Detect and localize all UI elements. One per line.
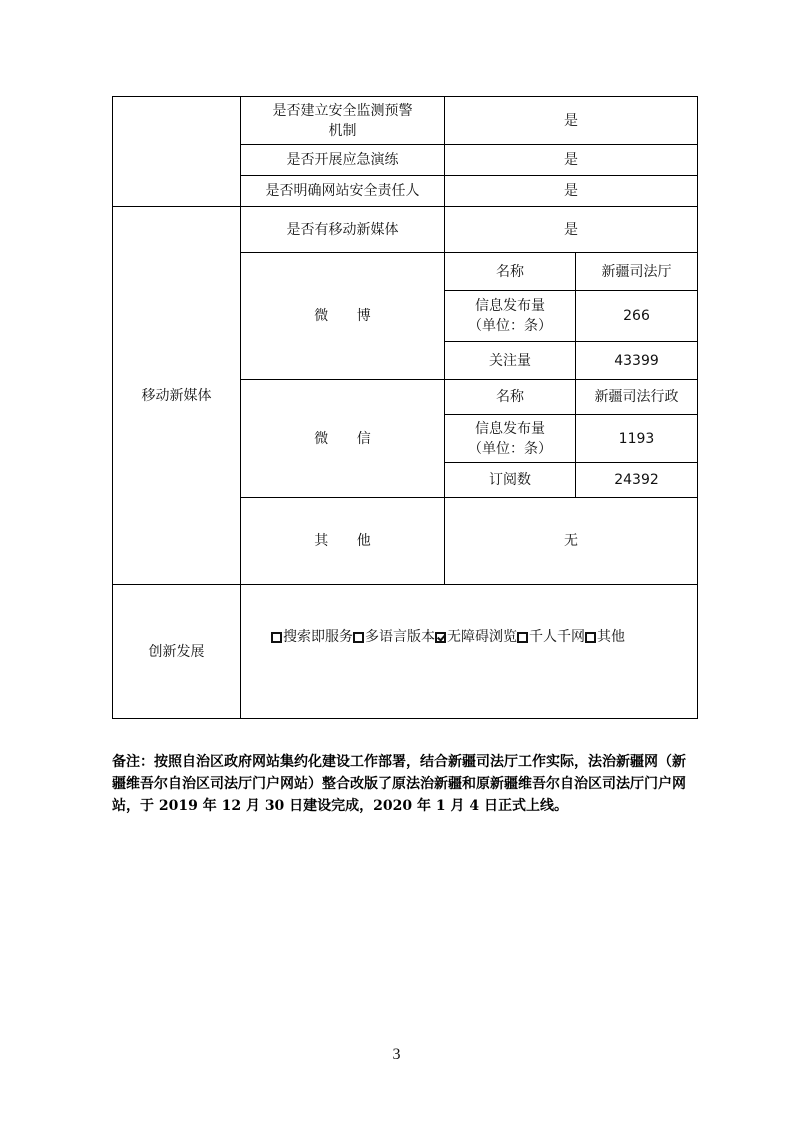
weibo-field-value: 43399	[576, 342, 698, 380]
weibo-field-label: 关注量	[445, 342, 576, 380]
weibo-field-label: 名称	[445, 253, 576, 291]
other-label: 其 他	[241, 498, 445, 585]
weibo-field-value: 新疆司法厅	[576, 253, 698, 291]
option-accessibility[interactable]: 无障碍浏览	[435, 629, 517, 645]
wechat-field-label: 名称	[445, 380, 576, 415]
weibo-label: 微 博	[241, 253, 445, 380]
section-cell-empty	[113, 97, 241, 207]
row-label: 是否明确网站安全责任人	[241, 176, 445, 207]
innovation-options-cell	[241, 585, 698, 719]
section-label-new-media: 移动新媒体	[113, 207, 241, 585]
row-value: 是	[445, 145, 698, 176]
weibo-field-value: 266	[576, 291, 698, 342]
row-label: 是否有移动新媒体	[241, 207, 445, 253]
row-value: 是	[445, 97, 698, 145]
table-row	[113, 207, 698, 253]
row-value: 是	[445, 176, 698, 207]
checkbox-icon[interactable]	[271, 632, 282, 643]
checkbox-icon[interactable]	[585, 632, 596, 643]
remarks-note: 备注：按照自治区政府网站集约化建设工作部署，结合新疆司法厅工作实际，法治新疆网（新疆维吾尔自治区司法厅门户网站）整合改版了原法治新疆和原新疆维吾尔自治区司法厅门户网站，于 2019 年 12 月 30 日建设完成，2020 年 1 月 4 日正式上线。	[112, 754, 686, 814]
row-value: 是	[445, 207, 698, 253]
innovation-options	[271, 629, 625, 645]
page-number: 3	[392, 1046, 401, 1063]
section-label-innovation: 创新发展	[113, 585, 241, 719]
option-search-as-service[interactable]: 搜索即服务	[271, 629, 353, 645]
row-label: 是否开展应急演练	[241, 145, 445, 176]
wechat-field-value: 24392	[576, 463, 698, 498]
wechat-field-value: 新疆司法行政	[576, 380, 698, 415]
report-table	[112, 96, 698, 719]
wechat-field-label: 信息发布量 （单位：条）	[445, 415, 576, 463]
checkbox-icon[interactable]	[517, 632, 528, 643]
other-value: 无	[445, 498, 698, 585]
table-row	[113, 97, 698, 145]
wechat-field-label: 订阅数	[445, 463, 576, 498]
weibo-field-label: 信息发布量 （单位：条）	[445, 291, 576, 342]
wechat-label: 微 信	[241, 380, 445, 498]
wechat-field-value: 1193	[576, 415, 698, 463]
table-row	[113, 585, 698, 719]
checkbox-checked-icon[interactable]	[435, 632, 446, 643]
option-multilingual[interactable]: 多语言版本	[353, 629, 435, 645]
row-label: 是否建立安全监测预警 机制	[241, 97, 445, 145]
option-personalized[interactable]: 千人千网	[517, 629, 585, 645]
option-other[interactable]: 其他	[585, 629, 625, 645]
checkbox-icon[interactable]	[353, 632, 364, 643]
